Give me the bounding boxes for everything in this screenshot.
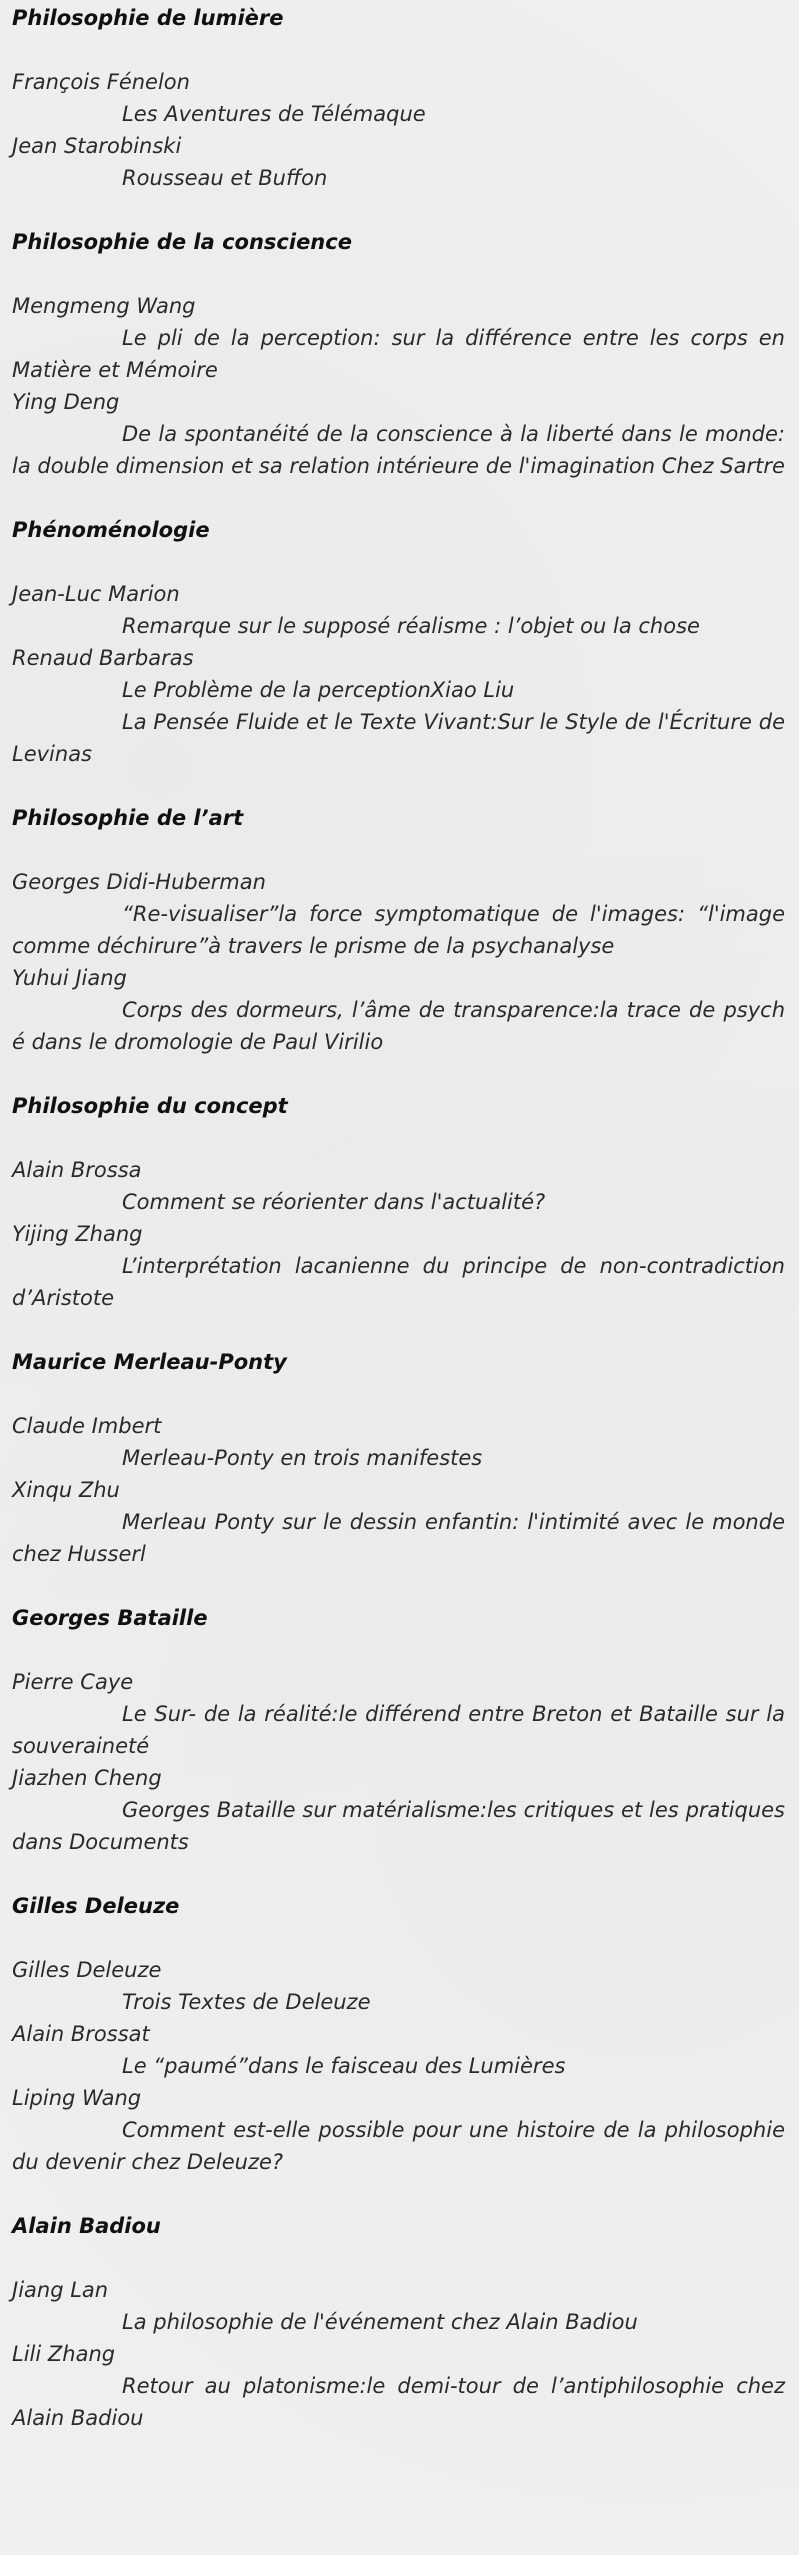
section-heading: Philosophie de lumière [12, 6, 284, 30]
section-gilles-deleuze [12, 1890, 785, 2178]
entry-title: Georges Bataille sur matérialisme:les critiques et les pratiques dans Documents [12, 1798, 785, 1854]
entry-title: Comment se réorienter dans l'actualité? [122, 1190, 546, 1214]
section-heading: Gilles Deleuze [12, 1894, 180, 1918]
entry-author: Liping Wang [12, 2086, 142, 2110]
entry-author: Jiang Lan [12, 2278, 109, 2302]
entry-author: Claude Imbert [12, 1414, 162, 1438]
entry-author: François Fénelon [12, 70, 190, 94]
entry-author: Gilles Deleuze [12, 1958, 162, 1982]
section-maurice-merleau-ponty [12, 1346, 785, 1570]
section-heading: Phénoménologie [12, 518, 210, 542]
entry-author: Jean-Luc Marion [12, 582, 180, 606]
entry-title: Merleau-Ponty en trois manifestes [122, 1446, 483, 1470]
section-georges-bataille [12, 1602, 785, 1858]
section-philosophie-de-la-conscience [12, 226, 785, 482]
entry-title: Merleau Ponty sur le dessin enfantin: l'intimité avec le monde chez Husserl [12, 1510, 785, 1566]
entry-author: Mengmeng Wang [12, 294, 196, 318]
entry-title: Remarque sur le supposé réalisme : l’objet ou la chose [122, 614, 700, 638]
entry-title: La Pensée Fluide et le Texte Vivant:Sur le Style de l'Écriture de Levinas [12, 710, 785, 766]
section-philosophie-de-lumiere [12, 2, 785, 194]
entry-author: Georges Didi-Huberman [12, 870, 266, 894]
entry-title: Le Problème de la perceptionXiao Liu [122, 678, 515, 702]
entry-title: Le “paumé”dans le faisceau des Lumières [122, 2054, 566, 2078]
entry-author: Lili Zhang [12, 2342, 116, 2366]
section-alain-badiou [12, 2210, 785, 2434]
entry-author: Pierre Caye [12, 1670, 134, 1694]
section-philosophie-du-concept [12, 1090, 785, 1314]
entry-title: Comment est-elle possible pour une histoire de la philosophie du devenir chez Deleuze? [12, 2118, 785, 2174]
section-philosophie-de-l-art [12, 802, 785, 1058]
section-heading: Philosophie de la conscience [12, 230, 352, 254]
entry-author: Yijing Zhang [12, 1222, 143, 1246]
entry-title: Le pli de la perception: sur la différence entre les corps en Matière et Mémoire [12, 326, 785, 382]
entry-title: Trois Textes de Deleuze [122, 1990, 371, 2014]
entry-title: Rousseau et Buffon [122, 166, 328, 190]
section-phenomenologie [12, 514, 785, 770]
entry-title: Retour au platonisme:le demi-tour de l’antiphilosophie chez Alain Badiou [12, 2374, 785, 2430]
entry-title: L’interprétation lacanienne du principe de non-contradiction d’Aristote [12, 1254, 785, 1310]
entry-title: Les Aventures de Télémaque [122, 102, 426, 126]
entry-title: Le Sur- de la réalité:le différend entre Breton et Bataille sur la souveraineté [12, 1702, 785, 1758]
section-heading: Maurice Merleau-Ponty [12, 1350, 287, 1374]
section-heading: Alain Badiou [12, 2214, 161, 2238]
section-heading: Philosophie de l’art [12, 806, 244, 830]
entry-author: Alain Brossat [12, 2022, 150, 2046]
entry-author: Ying Deng [12, 390, 120, 414]
entry-author: Renaud Barbaras [12, 646, 194, 670]
entry-title: Corps des dormeurs, l’âme de transparence:la trace de psych é dans le dromologie de Paul Virilio [12, 998, 785, 1054]
entry-title: “Re-visualiser”la force symptomatique de l'images: “l'image comme déchirure”à travers le prisme de la psychanalyse [12, 902, 785, 958]
entry-author: Yuhui Jiang [12, 966, 127, 990]
entry-title: De la spontanéité de la conscience à la liberté dans le monde: la double dimension et sa relation intérieure de l'imagination Chez Sartre [12, 422, 785, 478]
section-heading: Philosophie du concept [12, 1094, 288, 1118]
entry-author: Xinqu Zhu [12, 1478, 120, 1502]
section-heading: Georges Bataille [12, 1606, 208, 1630]
entry-author: Jiazhen Cheng [12, 1766, 162, 1790]
entry-title: La philosophie de l'événement chez Alain Badiou [122, 2310, 638, 2334]
entry-author: Jean Starobinski [12, 134, 182, 158]
entry-author: Alain Brossa [12, 1158, 142, 1182]
